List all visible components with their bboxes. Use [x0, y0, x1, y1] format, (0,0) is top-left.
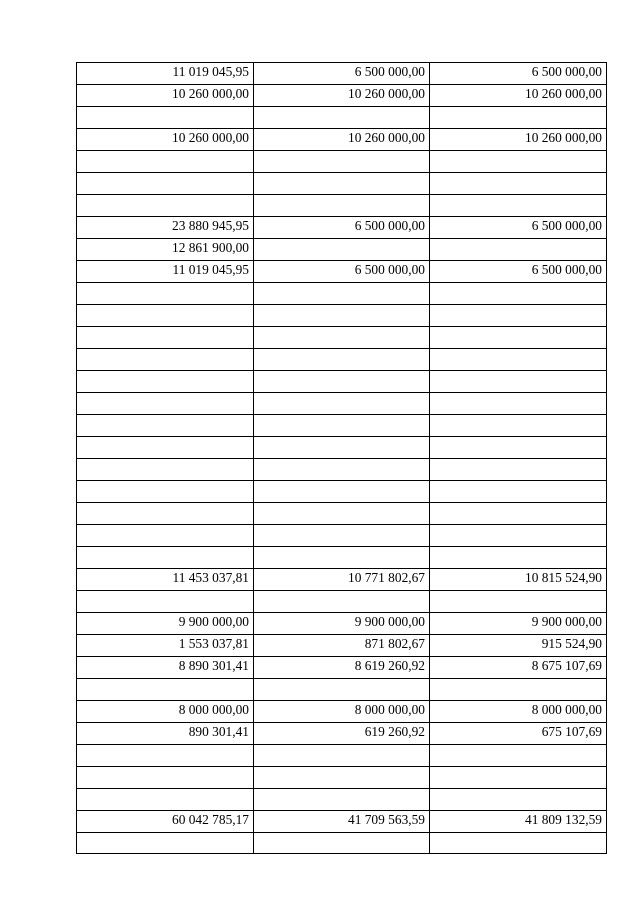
- table-cell-col2: [254, 767, 430, 789]
- table-cell-col1: 12 861 900,00: [77, 239, 254, 261]
- table-cell-col1: [77, 173, 254, 195]
- table-cell-col2: 9 900 000,00: [254, 613, 430, 635]
- table-row: [77, 261, 607, 283]
- table-cell-col2: [254, 415, 430, 437]
- table-cell-col3: [430, 789, 607, 811]
- table-cell-col1: [77, 151, 254, 173]
- table-cell-col1: 10 260 000,00: [77, 129, 254, 151]
- table-cell-col2: [254, 459, 430, 481]
- table-cell-col3: 10 260 000,00: [430, 129, 607, 151]
- table-cell-col2: [254, 789, 430, 811]
- table-row: [77, 833, 607, 854]
- table-row: [77, 195, 607, 217]
- table-row: [77, 613, 607, 635]
- table-cell-col2: [254, 503, 430, 525]
- table-cell-col2: [254, 437, 430, 459]
- table-row: [77, 173, 607, 195]
- table-cell-col1: [77, 525, 254, 547]
- table-cell-col1: 8 000 000,00: [77, 701, 254, 723]
- table-cell-col1: [77, 833, 254, 854]
- table-cell-col2: [254, 151, 430, 173]
- table-cell-col3: [430, 481, 607, 503]
- table-cell-col1: 11 019 045,95: [77, 261, 254, 283]
- table-cell-col2: [254, 371, 430, 393]
- table-cell-col1: 11 019 045,95: [77, 63, 254, 85]
- table-row: [77, 371, 607, 393]
- table-cell-col3: 41 809 132,59: [430, 811, 607, 833]
- table-row: [77, 679, 607, 701]
- table-cell-col1: [77, 195, 254, 217]
- table-cell-col3: [430, 547, 607, 569]
- table-row: [77, 437, 607, 459]
- table-cell-col3: 8 675 107,69: [430, 657, 607, 679]
- table-cell-col1: 11 453 037,81: [77, 569, 254, 591]
- table-cell-col3: 6 500 000,00: [430, 217, 607, 239]
- table-cell-col2: 10 260 000,00: [254, 85, 430, 107]
- table-cell-col1: [77, 393, 254, 415]
- table-row: [77, 503, 607, 525]
- budget-table-body: [77, 63, 607, 854]
- table-row: [77, 393, 607, 415]
- table-row: [77, 569, 607, 591]
- table-cell-col3: 915 524,90: [430, 635, 607, 657]
- table-row: [77, 129, 607, 151]
- table-cell-col1: [77, 745, 254, 767]
- table-cell-col1: [77, 459, 254, 481]
- table-row: [77, 767, 607, 789]
- table-row: [77, 349, 607, 371]
- table-cell-col2: [254, 283, 430, 305]
- table-row: [77, 811, 607, 833]
- table-row: [77, 283, 607, 305]
- table-cell-col2: [254, 239, 430, 261]
- table-row: [77, 217, 607, 239]
- table-cell-col3: [430, 393, 607, 415]
- table-cell-col2: [254, 547, 430, 569]
- table-cell-col2: [254, 833, 430, 854]
- table-cell-col1: [77, 481, 254, 503]
- table-cell-col2: [254, 195, 430, 217]
- table-cell-col3: [430, 173, 607, 195]
- table-cell-col2: [254, 349, 430, 371]
- table-cell-col3: [430, 151, 607, 173]
- table-cell-col2: [254, 107, 430, 129]
- table-cell-col1: 8 890 301,41: [77, 657, 254, 679]
- table-cell-col1: [77, 305, 254, 327]
- table-cell-col2: 10 260 000,00: [254, 129, 430, 151]
- table-cell-col3: 9 900 000,00: [430, 613, 607, 635]
- table-row: [77, 85, 607, 107]
- table-cell-col3: [430, 767, 607, 789]
- table-cell-col1: 10 260 000,00: [77, 85, 254, 107]
- table-row: [77, 327, 607, 349]
- table-cell-col1: [77, 789, 254, 811]
- table-cell-col2: 8 619 260,92: [254, 657, 430, 679]
- table-cell-col2: 6 500 000,00: [254, 217, 430, 239]
- table-row: [77, 745, 607, 767]
- table-row: [77, 63, 607, 85]
- table-row: [77, 415, 607, 437]
- table-cell-col1: 1 553 037,81: [77, 635, 254, 657]
- table-cell-col3: [430, 833, 607, 854]
- table-cell-col2: [254, 591, 430, 613]
- table-cell-col1: [77, 349, 254, 371]
- table-cell-col1: 890 301,41: [77, 723, 254, 745]
- table-row: [77, 547, 607, 569]
- table-cell-col3: [430, 503, 607, 525]
- table-cell-col3: [430, 305, 607, 327]
- table-cell-col2: 8 000 000,00: [254, 701, 430, 723]
- table-cell-col3: [430, 745, 607, 767]
- table-cell-col3: 8 000 000,00: [430, 701, 607, 723]
- table-cell-col2: [254, 393, 430, 415]
- table-cell-col1: [77, 679, 254, 701]
- table-cell-col1: [77, 591, 254, 613]
- table-cell-col2: 619 260,92: [254, 723, 430, 745]
- table-row: [77, 789, 607, 811]
- table-cell-col3: 10 815 524,90: [430, 569, 607, 591]
- table-cell-col2: 41 709 563,59: [254, 811, 430, 833]
- table-cell-col3: [430, 195, 607, 217]
- table-row: [77, 151, 607, 173]
- table-cell-col3: [430, 679, 607, 701]
- table-cell-col2: [254, 173, 430, 195]
- table-cell-col2: [254, 525, 430, 547]
- table-cell-col2: 10 771 802,67: [254, 569, 430, 591]
- table-cell-col3: [430, 371, 607, 393]
- table-cell-col3: [430, 591, 607, 613]
- table-row: [77, 107, 607, 129]
- table-cell-col1: 9 900 000,00: [77, 613, 254, 635]
- table-row: [77, 657, 607, 679]
- table-cell-col1: [77, 547, 254, 569]
- table-cell-col1: [77, 503, 254, 525]
- table-row: [77, 701, 607, 723]
- table-cell-col1: 23 880 945,95: [77, 217, 254, 239]
- table-cell-col3: [430, 459, 607, 481]
- table-cell-col2: 6 500 000,00: [254, 261, 430, 283]
- table-cell-col3: [430, 327, 607, 349]
- table-cell-col2: [254, 305, 430, 327]
- table-cell-col3: 675 107,69: [430, 723, 607, 745]
- table-cell-col1: [77, 283, 254, 305]
- table-row: [77, 635, 607, 657]
- budget-table: [76, 62, 607, 854]
- table-cell-col1: [77, 371, 254, 393]
- table-cell-col3: 6 500 000,00: [430, 261, 607, 283]
- table-cell-col2: [254, 745, 430, 767]
- table-cell-col1: [77, 767, 254, 789]
- table-cell-col3: 6 500 000,00: [430, 63, 607, 85]
- table-row: [77, 723, 607, 745]
- table-cell-col3: [430, 107, 607, 129]
- table-cell-col1: [77, 437, 254, 459]
- table-cell-col2: [254, 327, 430, 349]
- table-cell-col3: 10 260 000,00: [430, 85, 607, 107]
- table-cell-col1: [77, 415, 254, 437]
- table-cell-col2: 871 802,67: [254, 635, 430, 657]
- table-cell-col3: [430, 437, 607, 459]
- table-row: [77, 459, 607, 481]
- table-cell-col3: [430, 283, 607, 305]
- table-cell-col2: [254, 679, 430, 701]
- table-cell-col3: [430, 525, 607, 547]
- table-cell-col3: [430, 239, 607, 261]
- table-cell-col2: 6 500 000,00: [254, 63, 430, 85]
- table-cell-col2: [254, 481, 430, 503]
- table-cell-col3: [430, 349, 607, 371]
- table-cell-col3: [430, 415, 607, 437]
- table-cell-col1: 60 042 785,17: [77, 811, 254, 833]
- table-cell-col1: [77, 327, 254, 349]
- table-row: [77, 305, 607, 327]
- table-row: [77, 525, 607, 547]
- table-cell-col1: [77, 107, 254, 129]
- table-row: [77, 481, 607, 503]
- table-row: [77, 591, 607, 613]
- table-row: [77, 239, 607, 261]
